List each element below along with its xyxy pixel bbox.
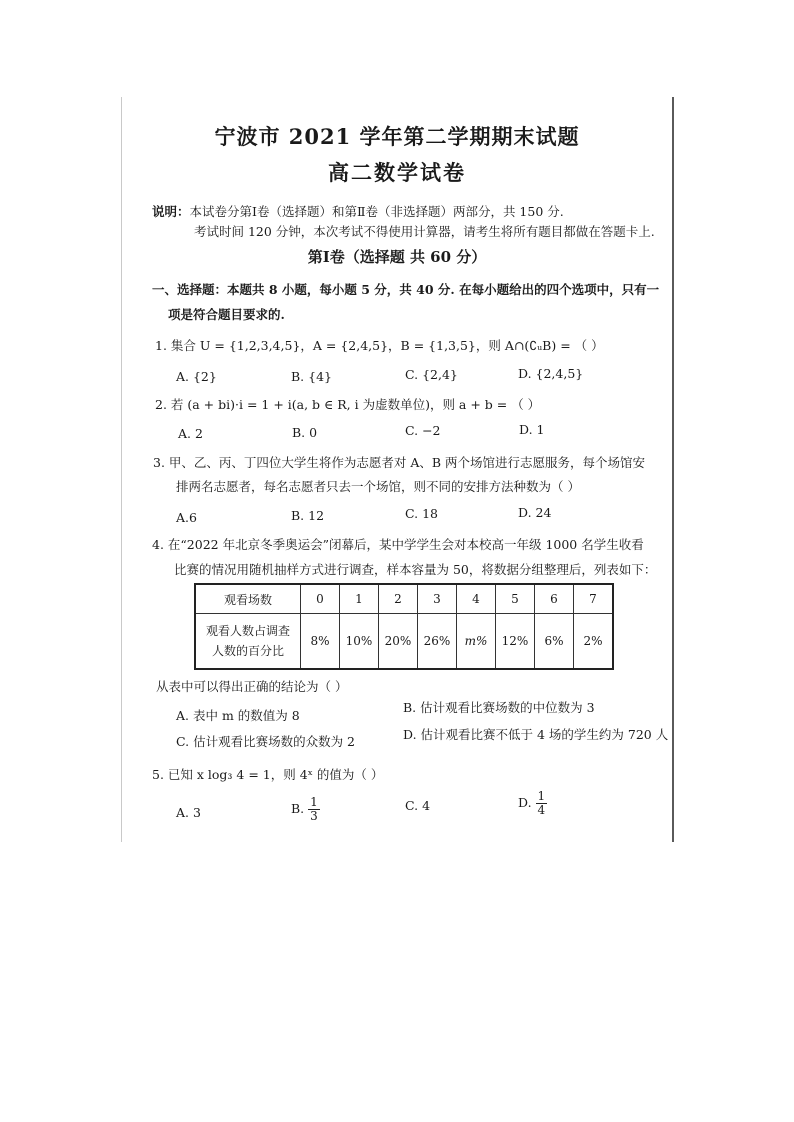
table-col-6: 6 xyxy=(535,584,574,614)
question-4-option-d: D. 估计观看比赛不低于 4 场的学生约为 720 人 xyxy=(403,727,669,742)
table-value-6: 6% xyxy=(535,614,574,670)
page-left-edge xyxy=(121,97,122,842)
question-3-line-2: 排两名志愿者，每名志愿者只去一个场馆，则不同的安排方法种数为（ ） xyxy=(176,479,580,494)
instructions-text-1: 本试卷分第Ⅰ卷（选择题）和第Ⅱ卷（非选择题）两部分，共 150 分. xyxy=(189,204,564,219)
question-2-option-c: C. −2 xyxy=(405,423,441,438)
table-value-0: 8% xyxy=(301,614,340,670)
question-4-line-2: 比赛的情况用随机抽样方式进行调查，样本容量为 50，将数据分组整理后，列表如下： xyxy=(174,562,657,577)
question-3-option-d: D. 24 xyxy=(518,505,552,520)
survey-table xyxy=(194,583,614,670)
table-value-1: 10% xyxy=(340,614,379,670)
question-4-line-1: 4. 在“2022 年北京冬季奥运会”闭幕后，某中学学生会对本校高一年级 1000 名学生收看 xyxy=(152,537,644,552)
question-5-option-d xyxy=(518,790,547,817)
exam-subtitle: 高二数学试卷 xyxy=(328,160,466,185)
instructions-line-2: 考试时间 120 分钟，本次考试不得使用计算器，请考生将所有题目都做在答题卡上. xyxy=(194,224,655,239)
table-col-3: 3 xyxy=(418,584,457,614)
question-3-option-b: B. 12 xyxy=(291,508,325,523)
question-5-option-c: C. 4 xyxy=(405,798,431,813)
table-header-matches: 观看场数 xyxy=(195,584,301,614)
question-2-option-d: D. 1 xyxy=(519,422,545,437)
question-1-option-a: A. {2} xyxy=(176,369,217,384)
table-col-0: 0 xyxy=(301,584,340,614)
table-col-2: 2 xyxy=(379,584,418,614)
fraction-one-quarter xyxy=(536,790,548,817)
question-3-line-1: 3. 甲、乙、丙、丁四位大学生将作为志愿者对 A、B 两个场馆进行志愿服务，每个场馆安 xyxy=(153,455,646,470)
page-right-edge xyxy=(672,97,674,842)
table-value-3: 26% xyxy=(418,614,457,670)
fraction-numerator: 1 xyxy=(310,795,318,809)
question-4-option-c: C. 估计观看比赛场数的众数为 2 xyxy=(176,734,355,749)
question-2-option-b: B. 0 xyxy=(292,425,318,440)
fraction-denominator: 4 xyxy=(537,803,546,817)
question-1-option-d: D. {2,4,5} xyxy=(518,366,584,381)
table-header-percentage-line-2: 人数的百分比 xyxy=(211,644,284,658)
fraction-numerator: 1 xyxy=(537,789,546,803)
instructions-label: 说明： xyxy=(152,204,190,219)
question-2-stem: 2. 若 (a + bi)·i = 1 + i(a, b ∈ R, i 为虚数单位)，则 a + b = （ ） xyxy=(155,397,541,412)
question-5-stem: 5. 已知 x log₃ 4 = 1，则 4ˣ 的值为（ ） xyxy=(152,767,384,782)
table-col-7: 7 xyxy=(574,584,614,614)
table-value-2: 20% xyxy=(379,614,418,670)
question-4-prompt: 从表中可以得出正确的结论为（ ） xyxy=(156,679,348,694)
question-4-option-a: A. 表中 m 的数值为 8 xyxy=(176,708,300,723)
table-header-percentage-line-1: 观看人数占调查 xyxy=(205,624,290,638)
table-header-percentage xyxy=(195,614,301,670)
question-3-option-a: A.6 xyxy=(176,510,197,525)
question-2-option-a: A. 2 xyxy=(178,426,203,441)
fraction-denominator: 3 xyxy=(310,809,318,823)
table-col-5: 5 xyxy=(496,584,535,614)
section-title: 第Ⅰ卷（选择题 共 60 分） xyxy=(307,248,487,266)
fraction-one-third xyxy=(308,796,320,823)
question-4-option-b: B. 估计观看比赛场数的中位数为 3 xyxy=(403,700,595,715)
table-col-1: 1 xyxy=(340,584,379,614)
table-value-5: 12% xyxy=(496,614,535,670)
question-5-option-b-label: B. xyxy=(291,801,305,816)
table-value-4: m% xyxy=(457,614,496,670)
part1-heading-line-2: 项是符合题目要求的. xyxy=(168,307,285,322)
question-1-stem: 1. 集合 U = {1,2,3,4,5}，A = {2,4,5}，B = {1,3,5}，则 A∩(∁ᵤB) = （ ） xyxy=(155,338,604,353)
question-1-option-b: B. {4} xyxy=(291,369,332,384)
question-1-option-c: C. {2,4} xyxy=(405,367,458,382)
question-5-option-d-label: D. xyxy=(518,795,532,810)
table-row xyxy=(195,584,613,614)
exam-title: 宁波市 2021 学年第二学期期末试题 xyxy=(214,124,580,149)
table-row xyxy=(195,614,613,670)
question-5-option-a: A. 3 xyxy=(176,805,201,820)
question-5-option-b xyxy=(291,796,320,823)
table-value-7: 2% xyxy=(574,614,614,670)
question-3-option-c: C. 18 xyxy=(405,506,438,521)
instructions-line-1 xyxy=(152,202,564,220)
table-col-4: 4 xyxy=(457,584,496,614)
part1-heading-line-1: 一、选择题：本题共 8 小题，每小题 5 分，共 40 分. 在每小题给出的四个选项中，只有一 xyxy=(152,282,660,297)
